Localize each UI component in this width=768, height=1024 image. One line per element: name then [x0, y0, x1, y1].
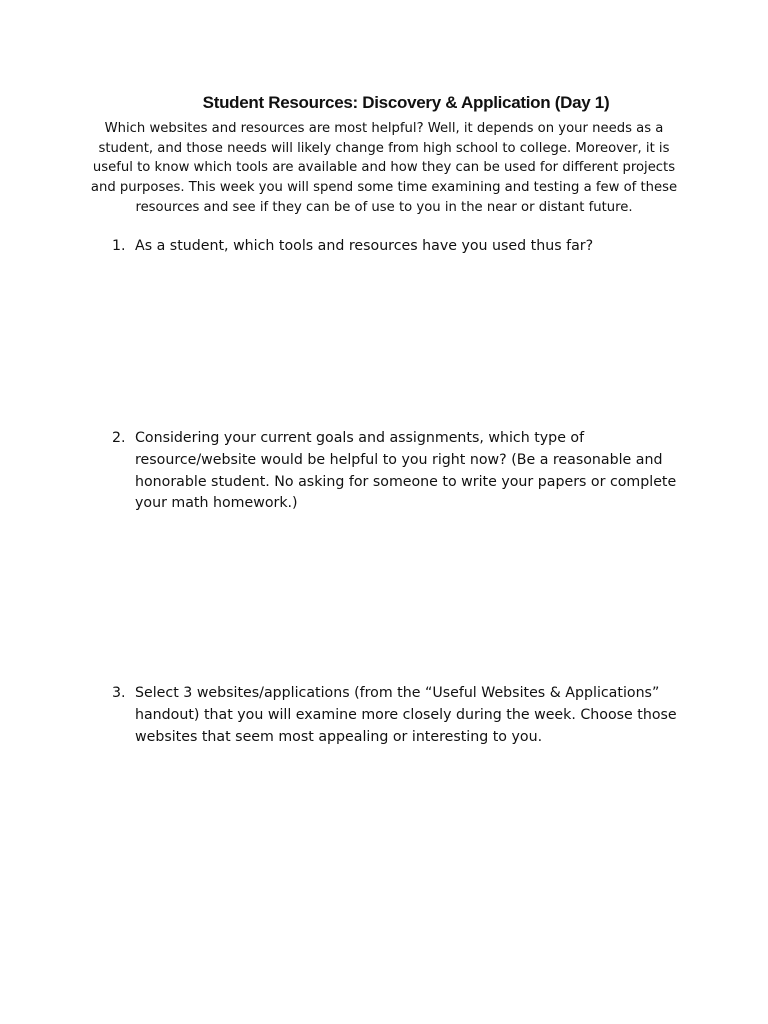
question-number: 2. — [112, 430, 126, 446]
intro-line: student, and those needs will likely change from high school to college. Moreover, it is — [98, 140, 670, 156]
intro-line: Which websites and resources are most helpful? Well, it depends on your needs as a — [104, 121, 664, 136]
intro-line: resources and see if they can be of use to you in the near or distant future. — [135, 199, 633, 215]
question-line: your math homework.) — [135, 495, 298, 512]
question-text — [135, 683, 695, 748]
question-text — [135, 428, 695, 515]
intro-line: useful to know which tools are available and how they can be used for different projects — [92, 160, 676, 176]
question-line: Select 3 websites/applications (from the “Useful Websites & Applications” — [135, 685, 660, 701]
question-number: 1. — [112, 238, 126, 254]
question-line: resource/website would be helpful to you right now? (Be a reasonable and — [135, 451, 663, 468]
question-text — [135, 236, 695, 258]
question-line: Considering your current goals and assignments, which type of — [135, 430, 585, 446]
question-number: 3. — [112, 685, 126, 701]
question-line: handout) that you will examine more closely during the week. Choose those — [135, 706, 677, 723]
intro-line: and purposes. This week you will spend some time examining and testing a few of these — [90, 180, 678, 196]
question-line: websites that seem most appealing or interesting to you. — [135, 728, 543, 745]
intro-paragraph — [88, 119, 680, 218]
question-line: honorable student. No asking for someone to write your papers or complete — [135, 473, 677, 490]
question-line: As a student, which tools and resources have you used thus far? — [135, 238, 594, 254]
page-title: Student Resources: Discovery & Application (Day 1) — [202, 93, 610, 112]
